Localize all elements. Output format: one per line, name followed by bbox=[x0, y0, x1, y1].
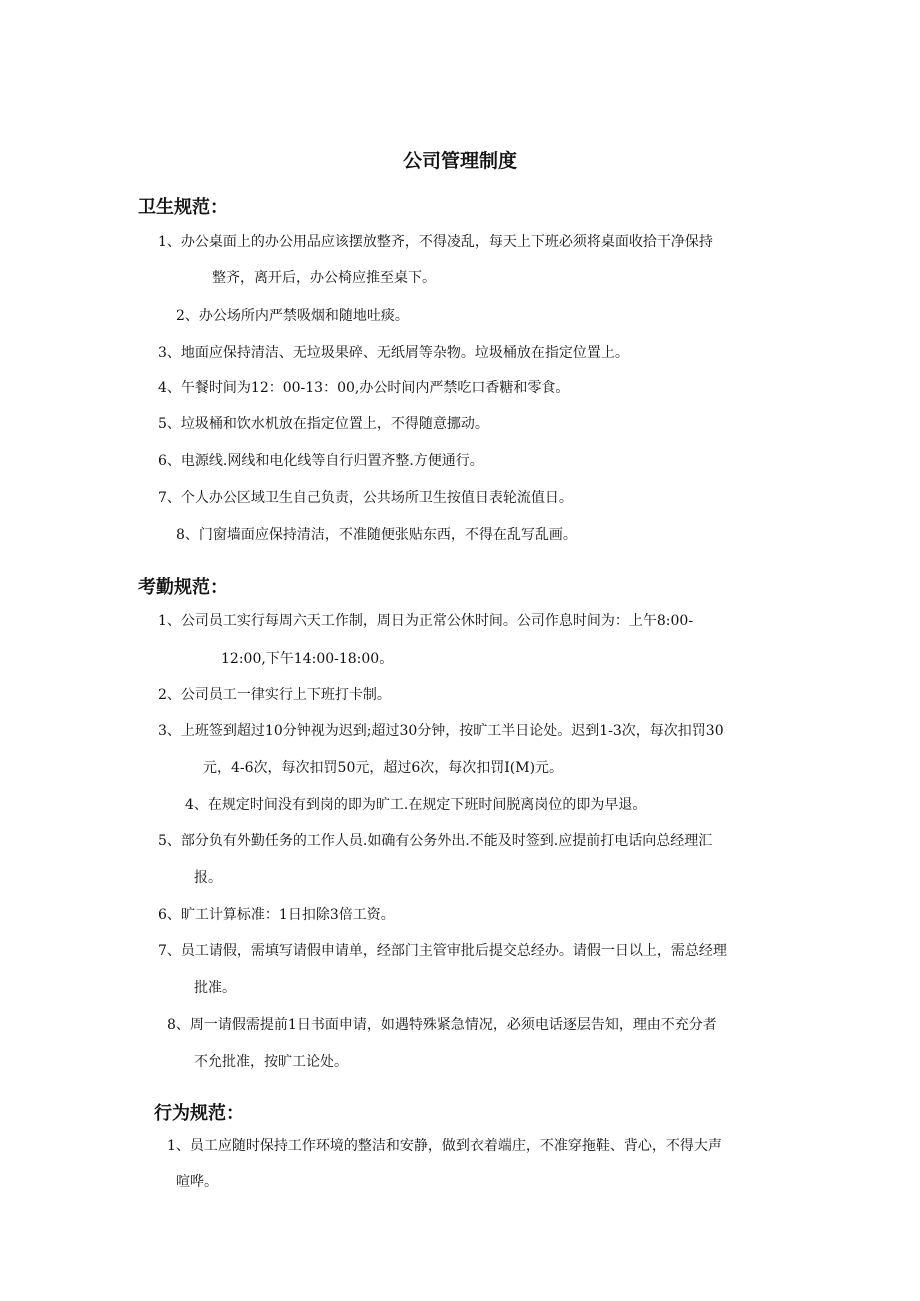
list-item-continuation: 报。 bbox=[194, 870, 222, 886]
list-item: 7、个人办公区域卫生自己负责，公共场所卫生按值日表轮流值日。 bbox=[158, 490, 573, 506]
list-item-continuation: 喧哗。 bbox=[176, 1174, 218, 1190]
list-item: 2、公司员工一律实行上下班打卡制。 bbox=[158, 687, 391, 703]
section-heading-conduct: 行为规范： bbox=[154, 1103, 244, 1124]
list-item: 6、电源线.网线和电化线等自行归置齐整.方便通行。 bbox=[158, 453, 484, 469]
list-item: 8、周一请假需提前1日书面申请，如遇特殊紧急情况，必须电话逐层告知，理由不充分者 bbox=[167, 1017, 717, 1033]
list-item: 3、上班签到超过10分钟视为迟到;超过30分钟，按旷工半日论处。迟到1-3次，每次扣罚30 bbox=[158, 723, 724, 739]
list-item: 1、员工应随时保持工作环境的整洁和安静，做到衣着端庄，不准穿拖鞋、背心，不得大声 bbox=[167, 1138, 722, 1154]
list-item: 1、公司员工实行每周六天工作制，周日为正常公休时间。公司作息时间为：上午8:00- bbox=[158, 613, 694, 629]
section-heading-attendance: 考勤规范： bbox=[138, 577, 228, 598]
list-item: 8、门窗墙面应保持清洁，不准随便张贴东西，不得在乱写乱画。 bbox=[176, 527, 577, 543]
list-item-continuation: 12:00,下午14:00-18:00。 bbox=[221, 651, 394, 667]
list-item: 6、旷工计算标准：1日扣除3倍工资。 bbox=[158, 907, 395, 923]
list-item: 1、办公桌面上的办公用品应该摆放整齐，不得凌乱，每天上下班必须将桌面收拾干净保持 bbox=[158, 234, 713, 250]
list-item-continuation: 不允批准，按旷工论处。 bbox=[194, 1054, 348, 1070]
list-item: 4、在规定时间没有到岗的即为旷工.在规定下班时间脱离岗位的即为早退。 bbox=[185, 797, 647, 813]
list-item: 2、办公场所内严禁吸烟和随地吐痰。 bbox=[176, 308, 409, 324]
list-item: 4、午餐时间为12：00-13：00,办公时间内严禁吃口香糖和零食。 bbox=[158, 380, 570, 396]
list-item: 5、垃圾桶和饮水机放在指定位置上，不得随意挪动。 bbox=[158, 416, 489, 432]
list-item: 5、部分负有外勤任务的工作人员.如确有公务外出.不能及时签到.应提前打电话向总经理汇 bbox=[158, 833, 713, 849]
list-item-continuation: 批准。 bbox=[194, 980, 236, 996]
page-title: 公司管理制度 bbox=[402, 150, 517, 172]
list-item: 7、员工请假，需填写请假申请单，经部门主管审批后提交总经办。请假一日以上，需总经理 bbox=[158, 943, 727, 959]
list-item-continuation: 整齐，离开后，办公椅应推至桌下。 bbox=[212, 270, 436, 286]
list-item-continuation: 元，4-6次，每次扣罚50元，超过6次，每次扣罚I(M)元。 bbox=[203, 760, 564, 776]
list-item: 3、地面应保持清洁、无垃圾果碎、无纸屑等杂物。垃圾桶放在指定位置上。 bbox=[158, 345, 629, 361]
section-heading-hygiene: 卫生规范： bbox=[138, 197, 228, 218]
